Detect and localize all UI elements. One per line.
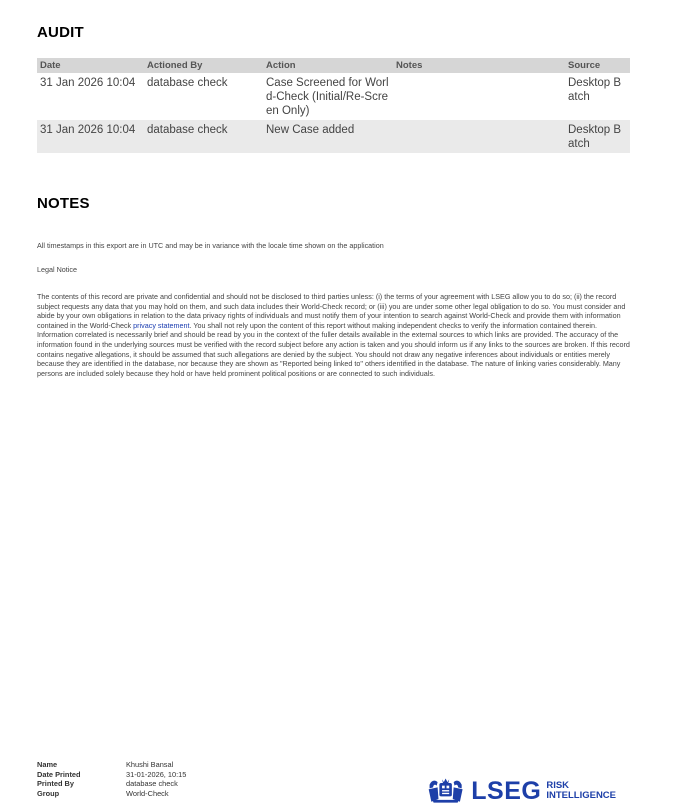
name-value: Khushi Bansal [126, 760, 174, 769]
cell-notes [393, 120, 565, 153]
lseg-wordmark: LSEG [471, 776, 542, 805]
cell-action: New Case added [263, 120, 393, 153]
crest-icon [426, 776, 465, 806]
column-header-notes: Notes [393, 58, 565, 73]
lseg-logo [426, 775, 616, 807]
cell-action: Case Screened for World-Check (Initial/Re-Screen Only) [266, 77, 389, 117]
legal-notice-body [37, 292, 631, 378]
column-header-actioned-by: Actioned By [144, 58, 263, 73]
cell-source: Desktop Batch [565, 120, 630, 153]
cell-source: Desktop Batch [568, 77, 622, 103]
column-header-date: Date [37, 58, 144, 73]
audit-section-title: AUDIT [37, 24, 84, 41]
privacy-statement-link[interactable]: privacy statement [133, 320, 190, 330]
column-header-action: Action [263, 58, 393, 73]
risk-text: RISK [546, 780, 570, 791]
notes-section-title: NOTES [37, 195, 90, 212]
date-printed-value: 31-01-2026, 10:15 [126, 769, 187, 779]
cell-actioned-by: database check [147, 77, 228, 89]
legal-notice-title: Legal Notice [37, 265, 77, 274]
printed-by-label: Printed By [37, 779, 74, 789]
group-value: World-Check [126, 788, 169, 798]
cell-notes [393, 73, 565, 120]
table-row [37, 73, 630, 120]
timezone-note: All timestamps in this export are in UTC and may be in variance with the locale time shown on the application [37, 241, 384, 250]
print-details [37, 760, 246, 798]
printed-by-value: database check [126, 779, 178, 789]
name-label: Name [37, 760, 58, 769]
cell-date: 31 Jan 2026 10:04 [40, 77, 136, 89]
table-row [37, 120, 630, 153]
legal-text-part-2: . You shall not rely upon the content of this report without making independent checks to verify the information contained therein. Information correlated is necessarily brief and should be read by you in the context of the fuller details available in the external sources to which links are provided. The accuracy of the information found in the underlying sources must be verified with the record subject before any action is taken and you should inform us if any links to the sources are broken. If this record contains negative allegations, it should be assumed that such allegations are denied by the subject. You should not draw any negative inferences about individuals or entities merely because they are identified in the database, nor because they are shown as "Reported being linked to" others identified in the database. The nature of linking varies considerably. Many persons are included solely because they hold or have held prominent political positions or are connected to such individuals. [37, 320, 630, 378]
risk-intelligence-label [546, 781, 616, 801]
date-printed-label: Date Printed [37, 769, 81, 779]
intelligence-text: INTELLIGENCE [546, 790, 616, 801]
audit-header-row [37, 58, 630, 73]
cell-actioned-by: database check [144, 120, 263, 153]
legal-text-part-1: The contents of this record are private and confidential and should not be disclosed to third parties unless: (i) the terms of your agreement with LSEG allow you to do so; (ii) the record subject requests any data that you may hold on them, and such data includes their World-Check record; or (iii) you are under some other legal obligation to do so. You must consider and abide by your own obligations in relation to the data privacy rights of individuals and must notify them of your intention to search against World-Check and provide them with information contained in the World-Check [37, 292, 626, 330]
audit-table [37, 58, 630, 153]
column-header-source: Source [565, 58, 630, 73]
cell-date: 31 Jan 2026 10:04 [37, 120, 144, 153]
group-label: Group [37, 788, 60, 798]
